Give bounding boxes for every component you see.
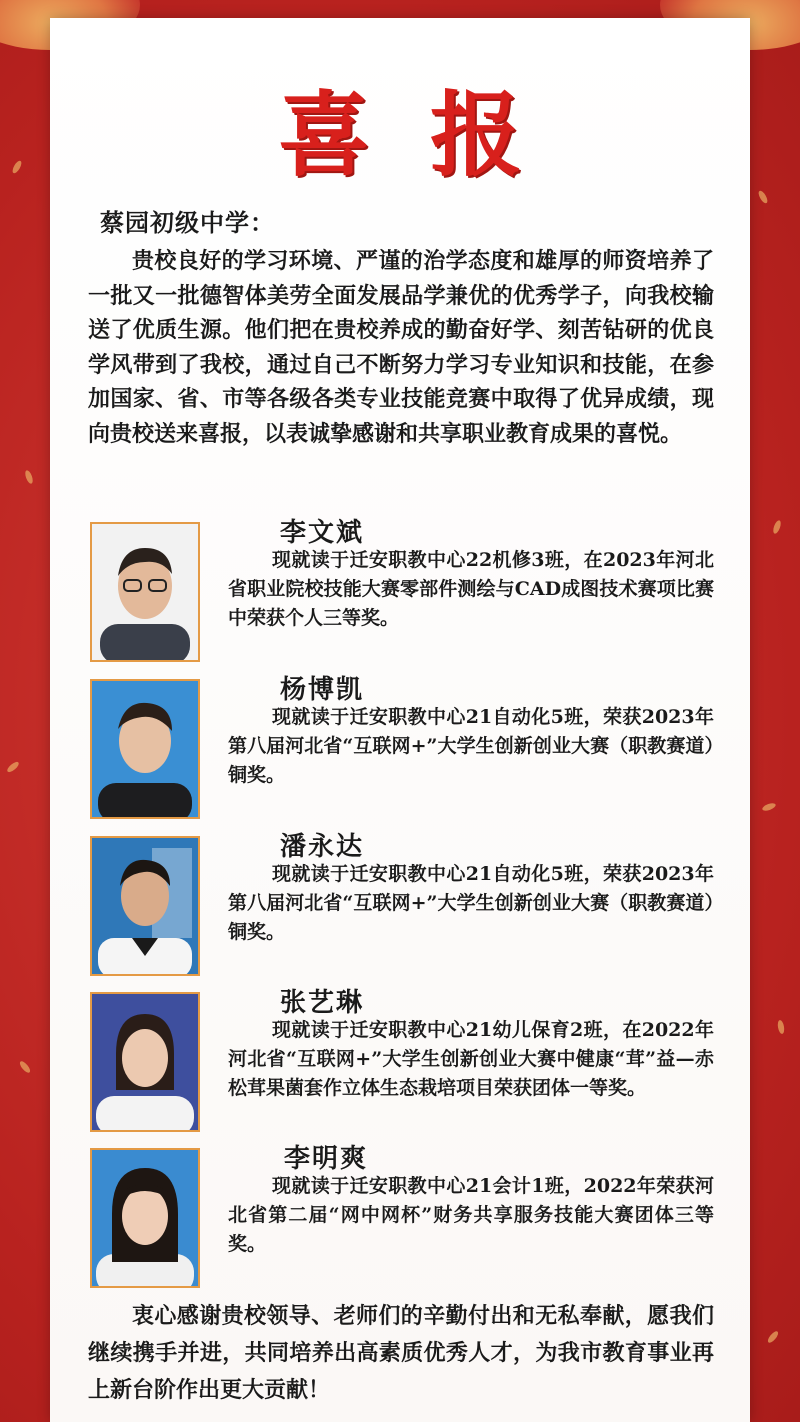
student-description: 现就读于迁安职教中心21自动化5班，荣获2023年第八届河北省“互联网+”大学生创新创业大赛（职教赛道）铜奖。 bbox=[228, 863, 714, 943]
student-photo bbox=[90, 992, 200, 1132]
student-card bbox=[88, 675, 714, 821]
student-description: 现就读于迁安职教中心21自动化5班，荣获2023年第八届河北省“互联网+”大学生创新创业大赛（职教赛道）铜奖。 bbox=[228, 706, 714, 786]
student-name: 张艺琳 bbox=[280, 988, 365, 1018]
student-description: 现就读于迁安职教中心21会计1班，2022年荣获河北省第二届“网中网杯”财务共享服务技能大赛团体三等奖。 bbox=[228, 1175, 714, 1255]
student-description: 现就读于迁安职教中心21幼儿保育2班，在2022年河北省“互联网+”大学生创新创业大赛中健康“茸”益—赤松茸果菌套作立体生态栽培项目荣获团体一等奖。 bbox=[228, 1019, 714, 1099]
page-title: 喜报 bbox=[277, 82, 582, 189]
student-photo bbox=[90, 679, 200, 819]
student-name: 李明爽 bbox=[284, 1144, 369, 1174]
student-card bbox=[88, 518, 714, 664]
student-photo bbox=[90, 1148, 200, 1288]
student-card bbox=[88, 832, 714, 978]
closing-paragraph: 衷心感谢贵校领导、老师们的辛勤付出和无私奉献，愿我们继续携手并进，共同培养出高素质优秀人才，为我市教育事业再上新台阶作出更大贡献！ bbox=[88, 1303, 714, 1403]
student-card bbox=[88, 1144, 714, 1290]
intro-paragraph: 贵校良好的学习环境、严谨的治学态度和雄厚的师资培养了一批又一批德智体美劳全面发展品学兼优的优秀学子，向我校输送了优质生源。他们把在贵校养成的勤奋好学、刻苦钻研的优良学风带到了我校，通过自己不断努力学习专业知识和技能，在参加国家、省、市等各级各类专业技能竞赛中取得了优异成绩，现向贵校送来喜报，以表诚挚感谢和共享职业教育成果的喜悦。 bbox=[88, 248, 714, 447]
student-photo bbox=[90, 836, 200, 976]
student-description: 现就读于迁安职教中心22机修3班，在2023年河北省职业院校技能大赛零部件测绘与CAD成图技术赛项比赛中荣获个人三等奖。 bbox=[228, 549, 714, 629]
salutation: 蔡园初级中学： bbox=[100, 208, 275, 237]
student-name: 杨博凯 bbox=[280, 675, 365, 705]
student-card bbox=[88, 988, 714, 1134]
student-name: 潘永达 bbox=[280, 832, 365, 862]
student-name: 李文斌 bbox=[280, 518, 365, 548]
student-photo bbox=[90, 522, 200, 662]
